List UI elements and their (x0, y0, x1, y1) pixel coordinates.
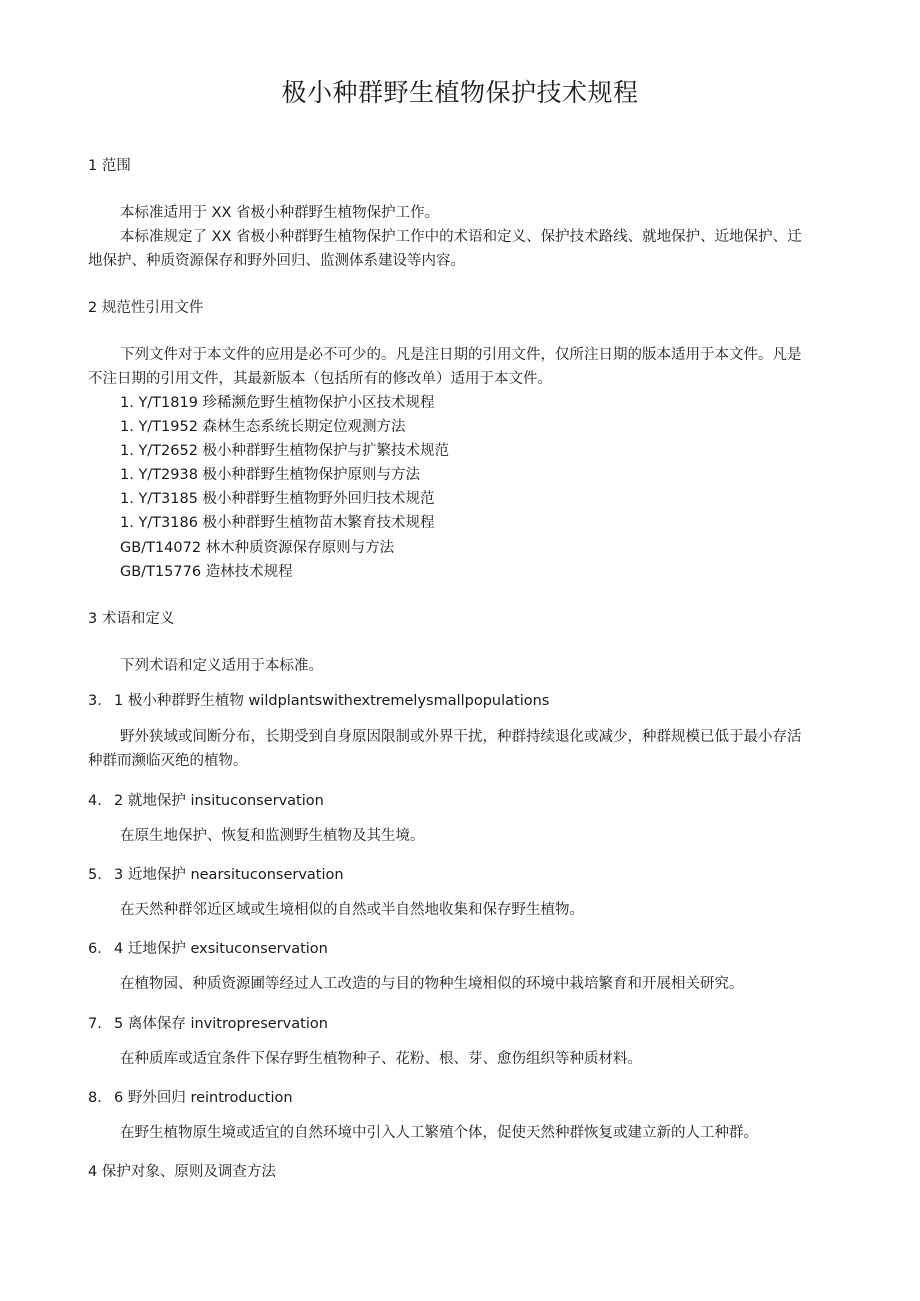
section-1-heading: 1 范围 (88, 158, 131, 174)
reference-item: 1. Y/T3186 极小种群野生植物苗木繁育技术规程 (120, 515, 435, 531)
term-title: 6 野外回归 reintroduction (114, 1090, 293, 1106)
reference-item: 1. Y/T2938 极小种群野生植物保护原则与方法 (120, 467, 421, 483)
section-1-paragraph-2-line-1: 本标准规定了 XX 省极小种群野生植物保护工作中的术语和定义、保护技术路线、就地保护、近地保护、迁 (120, 229, 802, 245)
section-3-intro: 下列术语和定义适用于本标准。 (120, 658, 323, 674)
term-number: 6. (88, 941, 102, 957)
term-heading (88, 691, 549, 711)
term-heading (88, 1088, 293, 1108)
term-definition-continued: 种群而濒临灭绝的植物。 (88, 753, 248, 769)
section-4-heading: 4 保护对象、原则及调查方法 (88, 1164, 276, 1180)
reference-item: GB/T14072 林木种质资源保存原则与方法 (120, 540, 395, 556)
term-definition: 在原生地保护、恢复和监测野生植物及其生境。 (120, 828, 425, 844)
term-definition: 在野生植物原生境或适宜的自然环境中引入人工繁殖个体，促使天然种群恢复或建立新的人工种群。 (120, 1125, 758, 1141)
reference-item: 1. Y/T1819 珍稀濒危野生植物保护小区技术规程 (120, 395, 435, 411)
term-heading (88, 1014, 328, 1034)
term-heading (88, 865, 344, 885)
term-title: 2 就地保护 insituconservation (114, 793, 324, 809)
term-title: 1 极小种群野生植物 wildplantswithextremelysmallpopulations (114, 693, 550, 709)
section-2-paragraph-line-2: 不注日期的引用文件，其最新版本（包括所有的修改单）适用于本文件。 (88, 371, 552, 387)
term-number: 4. (88, 793, 102, 809)
reference-item: 1. Y/T1952 森林生态系统长期定位观测方法 (120, 419, 406, 435)
document-title: 极小种群野生植物保护技术规程 (281, 78, 639, 107)
term-title: 5 离体保存 invitropreservation (114, 1016, 328, 1032)
term-definition: 在种质库或适宜条件下保存野生植物种子、花粉、根、芽、愈伤组织等种质材料。 (120, 1051, 642, 1067)
term-number: 8. (88, 1090, 102, 1106)
term-number: 3. (88, 693, 102, 709)
section-2-paragraph-line-1: 下列文件对于本文件的应用是必不可少的。凡是注日期的引用文件，仅所注日期的版本适用于本文件。凡是 (120, 347, 802, 363)
term-number: 7. (88, 1016, 102, 1032)
term-number: 5. (88, 867, 102, 883)
term-heading (88, 791, 324, 811)
reference-item: 1. Y/T2652 极小种群野生植物保护与扩繁技术规范 (120, 443, 450, 459)
reference-item: 1. Y/T3185 极小种群野生植物野外回归技术规范 (120, 491, 435, 507)
section-1-paragraph-2-line-2: 地保护、种质资源保存和野外回归、监测体系建设等内容。 (88, 253, 465, 269)
term-definition: 野外狭域或间断分布，长期受到自身原因限制或外界干扰，种群持续退化或减少，种群规模已低于最小存活 (120, 729, 802, 745)
term-definition: 在天然种群邻近区域或生境相似的自然或半自然地收集和保存野生植物。 (120, 902, 584, 918)
term-title: 4 迁地保护 exsituconservation (114, 941, 328, 957)
reference-item: GB/T15776 造林技术规程 (120, 564, 293, 580)
section-1-paragraph-1: 本标准适用于 XX 省极小种群野生植物保护工作。 (120, 205, 440, 221)
section-2-heading: 2 规范性引用文件 (88, 300, 204, 316)
section-3-heading: 3 术语和定义 (88, 611, 175, 627)
term-title: 3 近地保护 nearsituconservation (114, 867, 344, 883)
term-definition: 在植物园、种质资源圃等经过人工改造的与目的物种生境相似的环境中栽培繁育和开展相关研究。 (120, 976, 744, 992)
term-heading (88, 939, 328, 959)
